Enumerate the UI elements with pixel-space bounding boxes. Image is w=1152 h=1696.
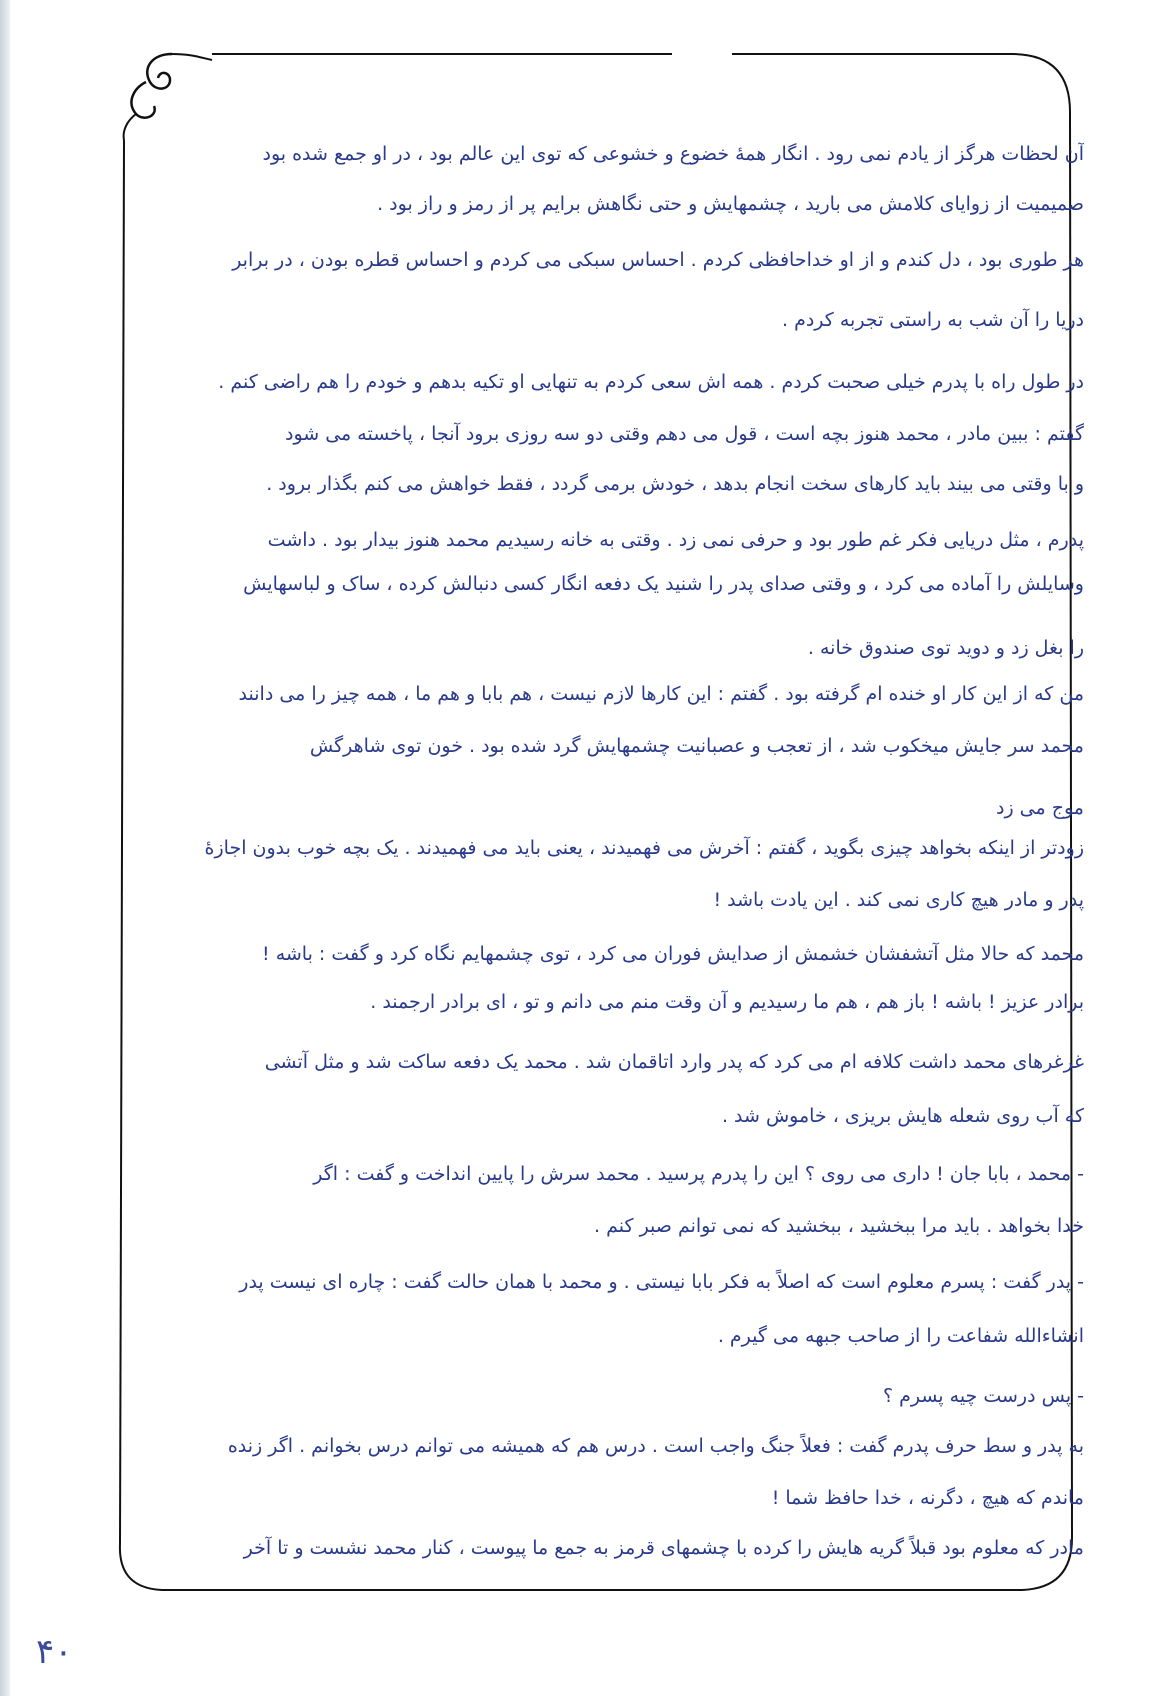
text-line: و با وقتی می بیند باید کارهای سخت انجام بدهد ، خودش برمی گردد ، فقط خواهش می کنم بگذار برود . [266,473,1084,495]
text-line: پدرم ، مثل دریایی فکر غم طور بود و حرفی نمی زد . وقتی به خانه رسیدیم محمد هنوز بیدار بود . داشت [267,529,1084,551]
text-line: در طول راه با پدرم خیلی صحبت کردم . همه اش سعی کردم به تنهایی او تکیه بدهم و خودم را هم راضی کنم . [218,371,1084,393]
text-line: هر طوری بود ، دل کندم و از او خداحافظی کردم . احساس سبکی می کردم و احساس قطره بودن ، در برابر [232,249,1084,271]
text-line: غرغرهای محمد داشت کلافه ام می کرد که پدر وارد اتاقمان شد . محمد یک دفعه ساکت شد و مثل آتشی [264,1051,1084,1073]
text-line: - محمد ، بابا جان ! داری می روی ؟ این را پدرم پرسید . محمد سرش را پایین انداخت و گفت : اگر [313,1163,1084,1185]
text-line: را بغل زد و دوید توی صندوق خانه . [807,637,1084,659]
scan-edge [0,0,10,1696]
text-line: دریا را آن شب به راستی تجربه کردم . [781,309,1084,331]
text-line: محمد که حالا مثل آتشفشان خشمش از صدایش فوران می کرد ، توی چشمهایم نگاه کرد و گفت : باشه ! [262,943,1084,965]
text-line: مادر که معلوم بود قبلاً گریه هایش را کرده با چشمهای قرمز به جمع ما پیوست ، کنار محمد نشست و تا آخر [243,1537,1084,1559]
text-line: زودتر از اینکه بخواهد چیزی بگوید ، گفتم : آخرش می فهمیدند ، یعنی باید می فهمیدند . یک بچه خوب بدون اجازهٔ [204,837,1084,859]
text-line: انشاءالله شفاعت را از صاحب جبهه می گیرم . [717,1325,1084,1347]
text-line: - پدر گفت : پسرم معلوم است که اصلاً به فکر بابا نیستی . و محمد با همان حالت گفت : چاره ای نیست پدر [239,1271,1084,1293]
text-line: من که از این کار او خنده ام گرفته بود . گفتم : این کارها لازم نیست ، هم بابا و هم ما ، همه چیز را می دانند [238,683,1084,705]
text-line: پدر و مادر هیچ کاری نمی کند . این یادت باشد ! [713,889,1084,911]
text-line: خدا بخواهد . باید مرا ببخشید ، ببخشید که نمی توانم صبر کنم . [594,1215,1084,1237]
text-line: به پدر و سط حرف پدرم گفت : فعلاً جنگ واجب است . درس هم که همیشه می توانم درس بخوانم . اگر زنده [227,1435,1084,1457]
text-line: که آب روی شعله هایش بریزی ، خاموش شد . [721,1105,1084,1127]
page-number: ۴۰ [36,1632,73,1672]
text-line: موج می زد [996,797,1084,819]
page-frame [112,48,1102,1596]
text-line: آن لحظات هرگز از یادم نمی رود . انگار همهٔ خضوع و خشوعی که توی این عالم بود ، در او جمع شده بود [262,143,1084,165]
text-line: محمد سر جایش میخکوب شد ، از تعجب و عصبانیت چشمهایش گرد شده بود . خون توی شاهرگش [309,735,1084,757]
text-line: صمیمیت از زوایای کلامش می بارید ، چشمهایش و حتی نگاهش برایم پر از رمز و راز بود . [377,193,1084,215]
text-line: گفتم : ببین مادر ، محمد هنوز بچه است ، قول می دهم وقتی دو سه روزی برود آنجا ، پاخسته می شود [284,423,1084,445]
text-line: - پس درست چیه پسرم ؟ [882,1385,1084,1407]
text-line: برادر عزیز ! باشه ! باز هم ، هم ما رسیدیم و آن وقت منم می دانم و تو ، ای برادر ارجمند . [370,991,1084,1013]
text-line: وسایلش را آماده می کرد ، و وقتی صدای پدر را شنید یک دفعه انگار کسی دنبالش کرده ، ساک و لباسهایش [243,573,1084,595]
text-line: ماندم که هیچ ، دگرنه ، خدا حافظ شما ! [771,1487,1084,1509]
